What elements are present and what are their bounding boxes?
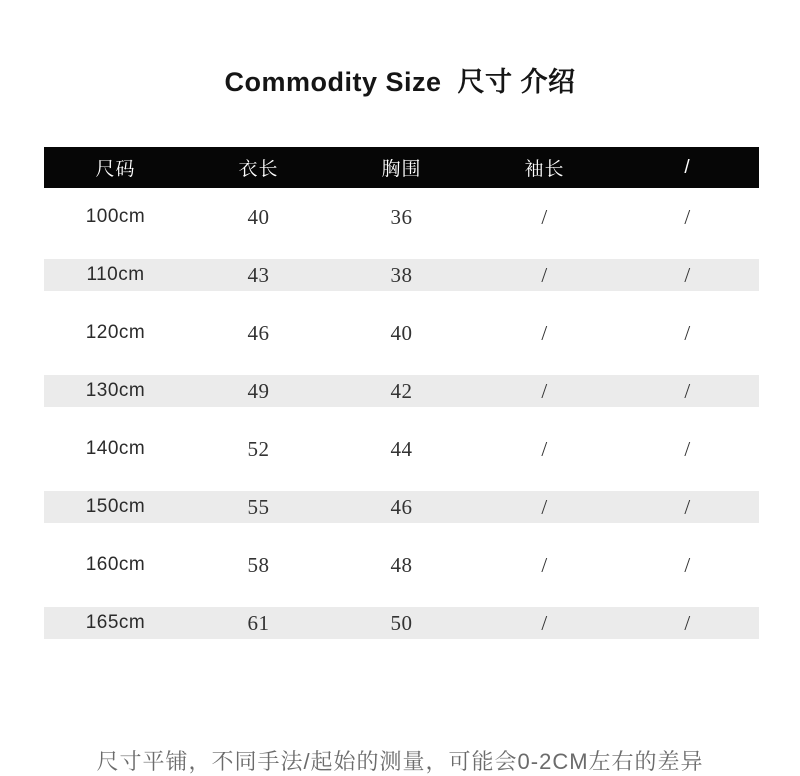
cell-length: 46 [247,320,270,345]
cell-size: 150cm [85,496,146,517]
cell-slash: / [684,436,691,461]
header-cell-length: 衣长 [238,159,279,180]
cell-sleeve: / [541,552,548,577]
table-row-band [44,491,759,523]
size-table [44,147,759,652]
cell-slash: / [684,262,691,287]
cell-length: 61 [247,610,270,635]
table-row-band [44,607,759,639]
table-row-band [44,433,759,465]
cell-sleeve: / [541,320,548,345]
cell-slash: / [684,494,691,519]
table-row-160cm [44,549,759,594]
cell-length: 40 [247,204,270,229]
header-cell-size: 尺码 [95,159,136,180]
cell-chest: 38 [390,262,413,287]
page-title: Commodity Size 尺寸 介绍 [224,67,576,97]
cell-chest: 50 [390,610,413,635]
cell-chest: 44 [390,436,413,461]
cell-slash: / [684,378,691,403]
cell-slash: / [684,204,691,229]
cell-size: 100cm [85,206,146,227]
cell-chest: 42 [390,378,413,403]
cell-sleeve: / [541,610,548,635]
table-row-110cm [44,259,759,304]
table-row-band [44,259,759,291]
measurement-note: 尺寸平铺，不同手法/起始的测量，可能会0-2CM左右的差异 [96,749,704,774]
cell-slash: / [684,320,691,345]
table-row-120cm [44,317,759,362]
header-cell-sleeve: 袖长 [524,159,565,180]
cell-chest: 46 [390,494,413,519]
table-row-band [44,375,759,407]
table-body [44,201,759,652]
cell-slash: / [684,610,691,635]
cell-length: 58 [247,552,270,577]
table-row-100cm [44,201,759,246]
cell-size: 165cm [85,612,146,633]
cell-size: 110cm [86,264,145,285]
header-cell-chest: 胸围 [381,159,422,180]
cell-sleeve: / [541,436,548,461]
cell-size: 140cm [85,438,146,459]
table-row-140cm [44,433,759,478]
cell-sleeve: / [541,204,548,229]
cell-sleeve: / [541,378,548,403]
header-cell-slash: / [684,156,691,178]
cell-chest: 48 [390,552,413,577]
cell-sleeve: / [541,262,548,287]
table-row-165cm [44,607,759,652]
cell-sleeve: / [541,494,548,519]
cell-size: 120cm [85,322,146,343]
cell-length: 52 [247,436,270,461]
table-row-band [44,549,759,581]
cell-chest: 36 [390,204,413,229]
cell-length: 55 [247,494,270,519]
cell-size: 160cm [85,554,146,575]
table-row-band [44,201,759,233]
cell-slash: / [684,552,691,577]
cell-length: 49 [247,378,270,403]
cell-length: 43 [247,262,270,287]
table-row-130cm [44,375,759,420]
cell-chest: 40 [390,320,413,345]
table-row-150cm [44,491,759,536]
table-header-row [44,147,759,188]
table-row-band [44,317,759,349]
cell-size: 130cm [85,380,146,401]
